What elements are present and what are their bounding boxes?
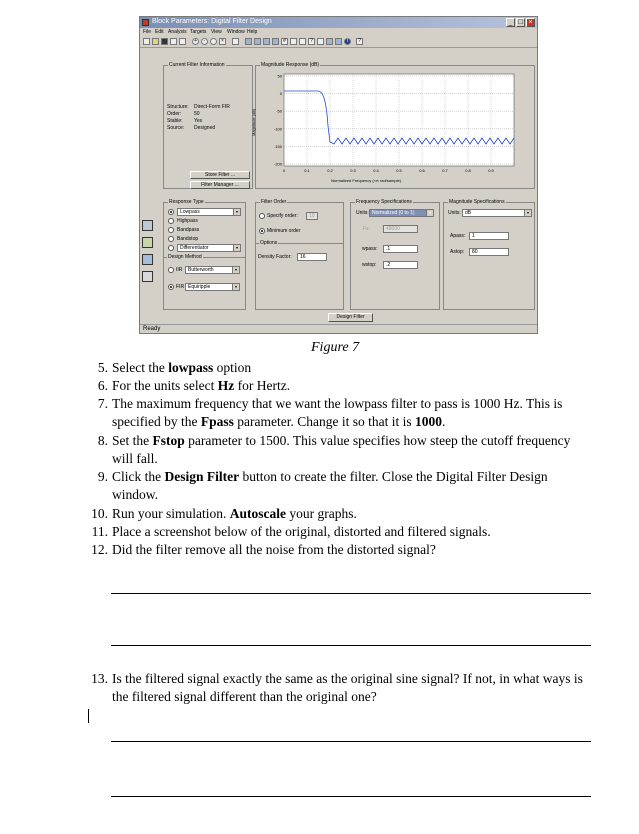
apass-label: Apass:: [450, 233, 466, 239]
chevron-down-icon: ▾: [232, 284, 239, 290]
structure-value: Direct-Form FIR: [194, 104, 230, 110]
step-number: 12.: [91, 542, 108, 557]
new-icon[interactable]: [143, 38, 150, 45]
magnitude-spec-panel: [443, 199, 535, 310]
chevron-down-icon: ▾: [233, 209, 240, 215]
lowpass-select[interactable]: [177, 208, 241, 216]
wstop-input[interactable]: .2: [383, 261, 418, 269]
window-title: Block Parameters: Digital Filter Design: [152, 18, 272, 25]
bandstop-label: Bandstop: [177, 236, 199, 242]
answer-line[interactable]: [111, 741, 591, 742]
step-text: [112, 468, 592, 505]
iir-select[interactable]: [185, 266, 240, 274]
specify-order-radio[interactable]: [259, 213, 265, 219]
differentiator-radio[interactable]: [168, 245, 174, 251]
design-filter-button[interactable]: Design Filter: [328, 313, 373, 322]
zoom-out-icon[interactable]: -: [201, 38, 208, 45]
filter-manager-button[interactable]: Filter Manager ...: [190, 181, 250, 189]
menu-help[interactable]: Help: [247, 29, 258, 35]
minimum-order-label: Minimum order: [267, 228, 301, 234]
magnitude-response-panel: [251, 62, 535, 189]
freq-units-label: Units:: [356, 210, 369, 216]
panel-label: Current Filter Information: [169, 62, 225, 68]
bold-term: Hz: [217, 378, 235, 393]
step-text-run: For the units select: [112, 378, 218, 393]
step-text: [112, 505, 592, 523]
matlab-icon: [142, 19, 149, 26]
chevron-down-icon: ▾: [426, 210, 433, 216]
chevron-down-icon: ▾: [233, 245, 240, 251]
design-method-label: Design Method: [168, 254, 202, 260]
frequency-spec-label: Frequency Specifications: [356, 199, 412, 205]
toolbar: [140, 36, 537, 48]
y-tick-label: -50: [276, 108, 282, 114]
bold-term: Fpass: [200, 414, 234, 430]
status-text: Ready: [143, 326, 161, 332]
fir-value: Equiripple: [188, 284, 211, 290]
specify-order-input[interactable]: 10: [306, 212, 318, 220]
bandstop-radio[interactable]: [168, 236, 174, 242]
print-preview-icon[interactable]: [179, 38, 186, 45]
mag-phase-icon[interactable]: [263, 38, 270, 45]
lowpass-text: Lowpass: [180, 209, 200, 215]
impulse-icon[interactable]: [290, 38, 297, 45]
menu-analysis[interactable]: Analysis: [168, 29, 187, 35]
step-text: [112, 359, 592, 377]
freq-units-value: Normalized (0 to 1): [372, 210, 415, 216]
options-label: Options: [260, 240, 278, 246]
zoom-icon[interactable]: [210, 38, 217, 45]
step-text-run: Select the: [112, 360, 169, 375]
structure-label: Structure:: [167, 104, 189, 110]
highpass-radio[interactable]: [168, 218, 174, 224]
multirate-side-icon[interactable]: [142, 254, 153, 265]
bold-term: Autoscale: [229, 506, 286, 521]
bold-term: 1000: [414, 414, 442, 430]
round-icon[interactable]: [326, 38, 333, 45]
x-tick-label: 0.2: [327, 168, 333, 173]
print-icon[interactable]: [170, 38, 177, 45]
fs-input[interactable]: 48000: [383, 225, 418, 233]
y-tick-label: 50: [277, 73, 282, 79]
mag-units-value: dB: [465, 210, 472, 216]
step-text-run: Did the filter remove all the noise from the distorted signal?: [112, 542, 436, 557]
menu-bar: [140, 28, 537, 36]
iir-value: Butterworth: [188, 267, 214, 273]
fs-label: Fs:: [363, 226, 370, 232]
mag-units-label: Units:: [448, 210, 461, 216]
whats-this-icon[interactable]: ?: [356, 38, 363, 45]
density-factor-label: Density Factor:: [258, 254, 292, 260]
phase-icon[interactable]: [254, 38, 261, 45]
filter-specs-icon[interactable]: [232, 38, 239, 45]
differentiator-text: Differentiator: [180, 245, 209, 251]
step-text-run: parameter to 1500. This value specifies how steep the cutoff frequency will fall.: [112, 433, 571, 467]
step-text-run: button to create the filter. Close the Digital Filter Design window.: [112, 469, 548, 503]
answer-line[interactable]: [111, 593, 591, 594]
full-view-icon[interactable]: ×: [219, 38, 226, 45]
x-tick-label: 0.6: [419, 168, 425, 173]
step-text: [112, 541, 592, 559]
wpass-label: wpass:: [362, 246, 378, 252]
step-text-run: The maximum frequency that we want the lowpass filter to pass is 1000 Hz. This is specified by the: [112, 396, 563, 430]
step-number: 11.: [91, 524, 108, 539]
x-tick-label: 0.9: [488, 168, 494, 173]
coefficients-icon[interactable]: ?: [308, 38, 315, 45]
lowpass-radio[interactable]: [168, 209, 174, 215]
astop-label: Astop:: [450, 249, 465, 255]
y-tick-label: 0: [279, 91, 282, 97]
step-text: [112, 670, 592, 707]
info-circle-icon[interactable]: i: [344, 38, 351, 45]
highpass-label: Highpass: [177, 218, 198, 224]
fir-label: FIR: [176, 284, 185, 290]
density-factor-input[interactable]: 16: [297, 253, 327, 261]
menu-edit[interactable]: Edit: [155, 29, 164, 35]
step-text-run: for Hertz.: [234, 378, 291, 393]
open-icon[interactable]: [152, 38, 159, 45]
order-value: 50: [194, 111, 200, 117]
apass-input[interactable]: 1: [469, 232, 509, 240]
response-type-label: Response Type: [169, 199, 204, 205]
menu-targets[interactable]: Targets: [190, 29, 207, 35]
bandpass-label: Bandpass: [177, 227, 200, 233]
menu-window[interactable]: Window: [227, 29, 245, 35]
x-tick-label: 0.5: [396, 168, 402, 173]
step-number: 5.: [97, 360, 108, 375]
source-value: Designed: [194, 125, 216, 131]
source-label: Source:: [167, 125, 185, 131]
maximize-icon[interactable]: □: [516, 18, 525, 27]
y-tick-label: -100: [273, 126, 282, 132]
x-tick-label: 0.1: [304, 168, 310, 173]
filter-order-panel: [255, 199, 344, 310]
step-number: 13.: [91, 671, 108, 686]
step-text-run: Set the: [112, 433, 153, 448]
step-number: 8.: [97, 433, 108, 448]
y-tick-label: -150: [273, 143, 282, 149]
iir-label: IIR: [176, 267, 183, 273]
specify-order-label: Specify order:: [267, 213, 298, 219]
bold-term: Design Filter: [164, 469, 240, 484]
mag-units-select[interactable]: [462, 209, 532, 217]
step-text-run: Is the filtered signal exactly the same as the original sine signal? If not, in what ways is the filtered signal different than the original one?: [112, 671, 583, 705]
frequency-spec-panel: [350, 199, 440, 310]
step-text-run: Place a screenshot below of the original, distorted and filtered signals.: [112, 524, 491, 539]
answer-line[interactable]: [111, 645, 591, 646]
minimize-icon[interactable]: _: [506, 18, 515, 27]
fir-radio[interactable]: [168, 284, 174, 290]
step-text-run: parameter. Change it so that it is: [233, 414, 415, 430]
step-text: [112, 395, 592, 432]
step-number: 7.: [97, 396, 108, 411]
astop-input[interactable]: 80: [469, 248, 509, 256]
step-text-run: .: [441, 414, 446, 430]
options-panel: [255, 240, 344, 310]
chevron-down-icon: ▾: [524, 210, 531, 216]
order-label: Order:: [167, 111, 182, 117]
zoom-in-icon[interactable]: +: [192, 38, 199, 45]
step-number: 6.: [97, 378, 108, 393]
close-icon[interactable]: ×: [526, 18, 535, 27]
magnitude-icon[interactable]: [245, 38, 252, 45]
group-delay-icon[interactable]: [272, 38, 279, 45]
current-filter-info-panel: [163, 62, 253, 189]
text-cursor: [88, 709, 89, 723]
menu-file[interactable]: File: [143, 29, 152, 35]
response-type-panel: [163, 199, 246, 310]
differentiator-select[interactable]: [177, 244, 241, 252]
legend-icon[interactable]: [335, 38, 342, 45]
filter-design-window: [139, 16, 538, 334]
design-filter-side-icon[interactable]: [142, 220, 153, 231]
step-text-run: option: [213, 360, 252, 375]
magnitude-plot: [256, 66, 534, 188]
iir-radio[interactable]: [168, 267, 174, 273]
plot-label: Magnitude Response (dB): [261, 62, 320, 68]
realize-side-icon[interactable]: [142, 271, 153, 282]
freq-units-select[interactable]: [369, 209, 434, 217]
info-icon[interactable]: [317, 38, 324, 45]
title-bar: [140, 17, 537, 28]
figure-caption: Figure 7: [311, 340, 360, 355]
chevron-down-icon: ▾: [232, 267, 239, 273]
status-bar: [140, 324, 537, 334]
pole-zero-icon[interactable]: #: [281, 38, 288, 45]
x-tick-label: 0.3: [350, 168, 356, 173]
wpass-input[interactable]: .1: [383, 245, 418, 253]
wstop-label: wstop:: [362, 262, 377, 268]
transform-side-icon[interactable]: [142, 237, 153, 248]
bold-term: lowpass: [168, 360, 214, 375]
bandpass-radio[interactable]: [168, 227, 174, 233]
save-icon[interactable]: [161, 38, 168, 45]
x-tick-label: 0.7: [442, 168, 448, 173]
step-text: [112, 523, 592, 541]
magnitude-spec-label: Magnitude Specifications: [449, 199, 505, 205]
x-tick-label: 0: [282, 168, 286, 173]
y-tick-label: -200: [273, 161, 282, 167]
x-tick-label: 0.4: [373, 168, 379, 173]
x-tick-label: 0.8: [465, 168, 471, 173]
bold-term: Fstop: [152, 433, 185, 448]
store-filter-button[interactable]: Store Filter ...: [190, 171, 250, 179]
plot-ylabel: Magnitude (dB): [251, 108, 256, 136]
menu-view[interactable]: View: [211, 29, 222, 35]
step-text: [112, 377, 592, 395]
design-method-panel: [163, 254, 246, 310]
step-text-run: your graphs.: [286, 506, 357, 521]
fir-select[interactable]: [185, 283, 240, 291]
answer-line[interactable]: [111, 796, 591, 797]
step-number: 10.: [91, 506, 108, 521]
minimum-order-radio[interactable]: [259, 228, 265, 234]
step-icon[interactable]: [299, 38, 306, 45]
step-text: [112, 432, 592, 469]
step-number: 9.: [97, 469, 108, 484]
step-text-run: Run your simulation.: [112, 506, 230, 521]
step-text-run: Click the: [112, 469, 165, 484]
stable-label: Stable:: [167, 118, 183, 124]
stable-value: Yes: [194, 118, 203, 124]
filter-order-label: Filter Order: [261, 199, 287, 205]
plot-xlabel: Normalized Frequency (×π rad/sample): [331, 178, 402, 183]
